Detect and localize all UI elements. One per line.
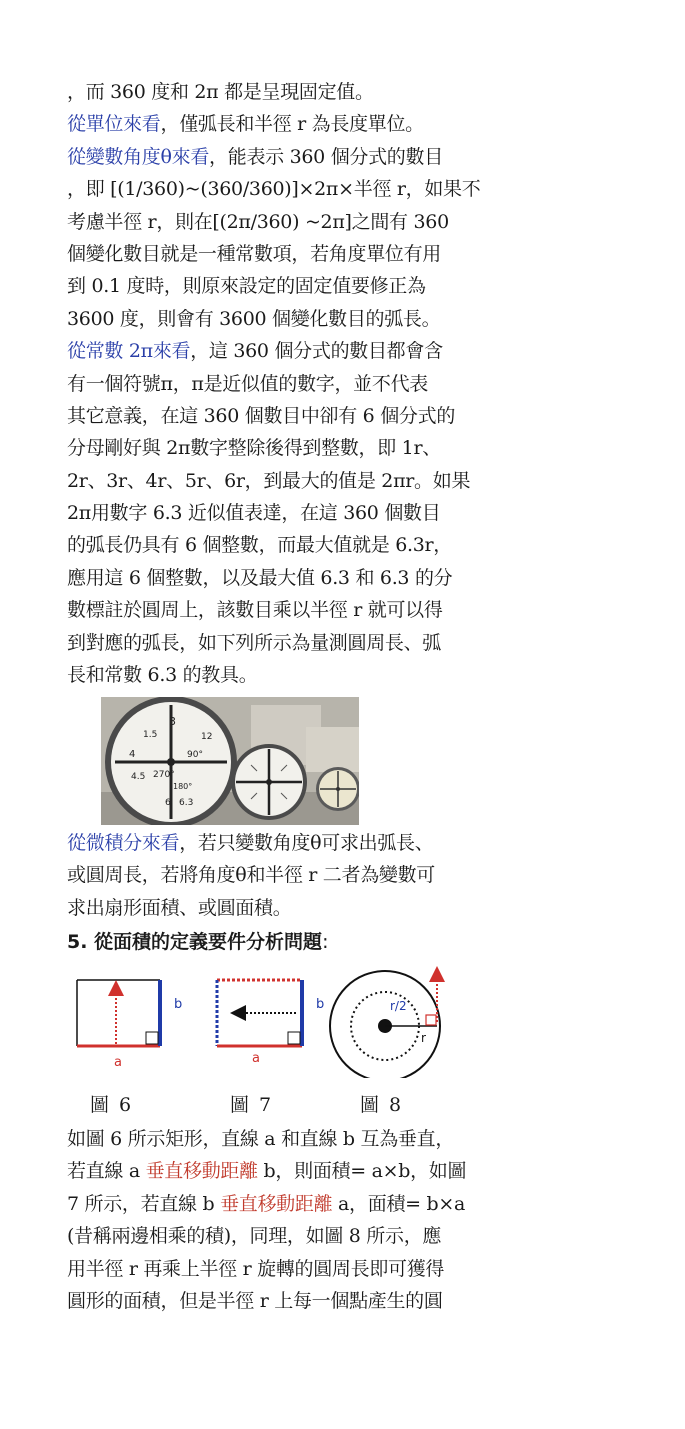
text-run: 分母剛好與 2π數字整除後得到整數，即 1r、 (67, 437, 441, 460)
text-line (67, 627, 507, 659)
text-run: 數標註於圓周上，該數目乘以半徑 r 就可以得 (67, 599, 443, 622)
highlight-phrase: 垂直移動距離 (220, 1192, 333, 1215)
dial-label: 270° (153, 770, 175, 780)
paragraph-2 (67, 827, 507, 924)
text-run: 2r、3r、4r、5r、6r，到最大的值是 2πr。如果 (67, 469, 471, 492)
text-run: 的弧長仍具有 6 個整數，而最大值就是 6.3r， (67, 534, 453, 557)
text-run: 有一個符號π，π是近似值的數字，並不代表 (67, 372, 428, 395)
text-run: 3600 度，則會有 3600 個變化數目的弧長。 (67, 307, 441, 330)
topic-phrase: 從微積分來看 (67, 832, 180, 854)
caption-fig8: 圖 8 (360, 1094, 404, 1116)
text-run: ，僅弧長和半徑 r 為長度單位。 (160, 113, 424, 136)
dial-label: 3 (169, 715, 176, 728)
dial-label: 6 (165, 798, 171, 808)
text-run: b，則面積= a×b，如圖 (257, 1160, 467, 1183)
text-run: ，而 360 度和 2π 都是呈現固定值。 (67, 81, 374, 103)
section-heading (67, 928, 328, 956)
dial-label: 4 (129, 749, 136, 760)
text-run: 用半徑 r 再乘上半徑 r 旋轉的圓周長即可獲得 (67, 1257, 445, 1280)
figure-6 (77, 980, 182, 1070)
paragraph-1 (67, 76, 507, 691)
topic-phrase: 從單位來看 (67, 113, 161, 136)
text-run: a，面積= b×a (332, 1192, 466, 1215)
text-line (67, 892, 507, 924)
text-line (67, 206, 507, 238)
text-line (67, 368, 507, 400)
text-run: ，這 360 個分式的數目都會含 (190, 340, 443, 363)
text-line (67, 238, 507, 270)
text-line (67, 303, 507, 335)
fig7-label-a: a (252, 1051, 260, 1066)
dial-photo-image (101, 697, 359, 825)
text-line (67, 465, 507, 497)
text-run: ，即 [(1/360)~(360/360)]×2π×半徑 r，如果不 (67, 178, 481, 201)
text-run: 求出扇形面積、或圓面積。 (67, 896, 292, 919)
fig6-label-b: b (174, 997, 183, 1012)
fig7-label-b: b (316, 997, 325, 1012)
text-run: 到 0.1 度時，則原來設定的固定值要修正為 (67, 275, 426, 298)
fig6-label-a: a (114, 1055, 122, 1070)
text-run: 其它意義，在這 360 個數目中卻有 6 個分式的 (67, 404, 456, 427)
text-run: 2π用數字 6.3 近似值表達，在這 360 個數目 (67, 502, 441, 525)
text-run: ，若只變數角度θ可求出弧長、 (179, 832, 434, 854)
fig8-label-radius: r (421, 1031, 426, 1045)
dial-label: 12 (201, 732, 213, 742)
text-run: ，能表示 360 個分式的數目 (209, 145, 443, 168)
text-line (67, 529, 507, 561)
text-run: (昔稱兩邊相乘的積)，同理，如圖 8 所示，應 (67, 1225, 442, 1248)
text-run: 若直線 a (67, 1160, 146, 1183)
text-run: 考慮半徑 r，則在[(2π/360) ~2π]之間有 360 (67, 210, 449, 233)
text-line (67, 76, 507, 108)
caption-fig7: 圖 7 (230, 1094, 274, 1116)
dial-label: 1.5 (143, 730, 158, 740)
section-heading-text: 5. 從面積的定義要件分析問題 (67, 931, 323, 953)
topic-phrase: 從常數 2π來看 (67, 340, 191, 363)
text-run: 如圖 6 所示矩形，直線 a 和直線 b 互為垂直， (67, 1128, 455, 1150)
figure-7 (217, 980, 324, 1066)
caption-fig6: 圖 6 (90, 1094, 134, 1116)
section-heading-colon: : (322, 931, 329, 953)
figure-8 (330, 971, 440, 1078)
text-line (67, 562, 507, 594)
fig8-label-half-radius: r/2 (390, 999, 407, 1013)
text-line (67, 1285, 507, 1317)
dial-label: 180° (173, 782, 193, 791)
text-line (67, 594, 507, 626)
highlight-phrase: 垂直移動距離 (145, 1160, 258, 1183)
text-line (67, 1123, 507, 1155)
dial-photo (101, 697, 359, 825)
text-line (67, 432, 507, 464)
text-line (67, 497, 507, 529)
text-line (67, 173, 507, 205)
text-line (67, 859, 507, 891)
dial-label: 4.5 (131, 772, 146, 782)
area-figures (70, 966, 450, 1078)
text-line (67, 108, 507, 140)
text-line (67, 1253, 507, 1285)
text-run: 圓形的面積，但是半徑 r 上每一個點產生的圓 (67, 1289, 443, 1312)
text-run: 應用這 6 個整數，以及最大值 6.3 和 6.3 的分 (67, 566, 453, 589)
text-line (67, 1220, 507, 1252)
text-run: 或圓周長，若將角度θ和半徑 r 二者為變數可 (67, 864, 436, 887)
paragraph-3 (67, 1123, 507, 1317)
text-line (67, 1155, 507, 1187)
text-line (67, 400, 507, 432)
dial-label: 90° (187, 750, 203, 760)
text-run: 個變化數目就是一種常數項，若角度單位有用 (67, 242, 442, 265)
text-line (67, 270, 507, 302)
text-line (67, 827, 507, 859)
topic-phrase: 從變數角度θ來看 (67, 145, 210, 168)
text-line (67, 659, 507, 691)
dial-label: 6.3 (179, 798, 194, 808)
text-run: 長和常數 6.3 的教具。 (67, 664, 258, 687)
text-line (67, 141, 507, 173)
text-run: 到對應的弧長，如下列所示為量測圓周長、弧 (67, 631, 442, 654)
text-line (67, 335, 507, 367)
text-line (67, 1188, 507, 1220)
figure-captions (0, 1090, 685, 1120)
text-run: 7 所示，若直線 b (67, 1192, 221, 1215)
